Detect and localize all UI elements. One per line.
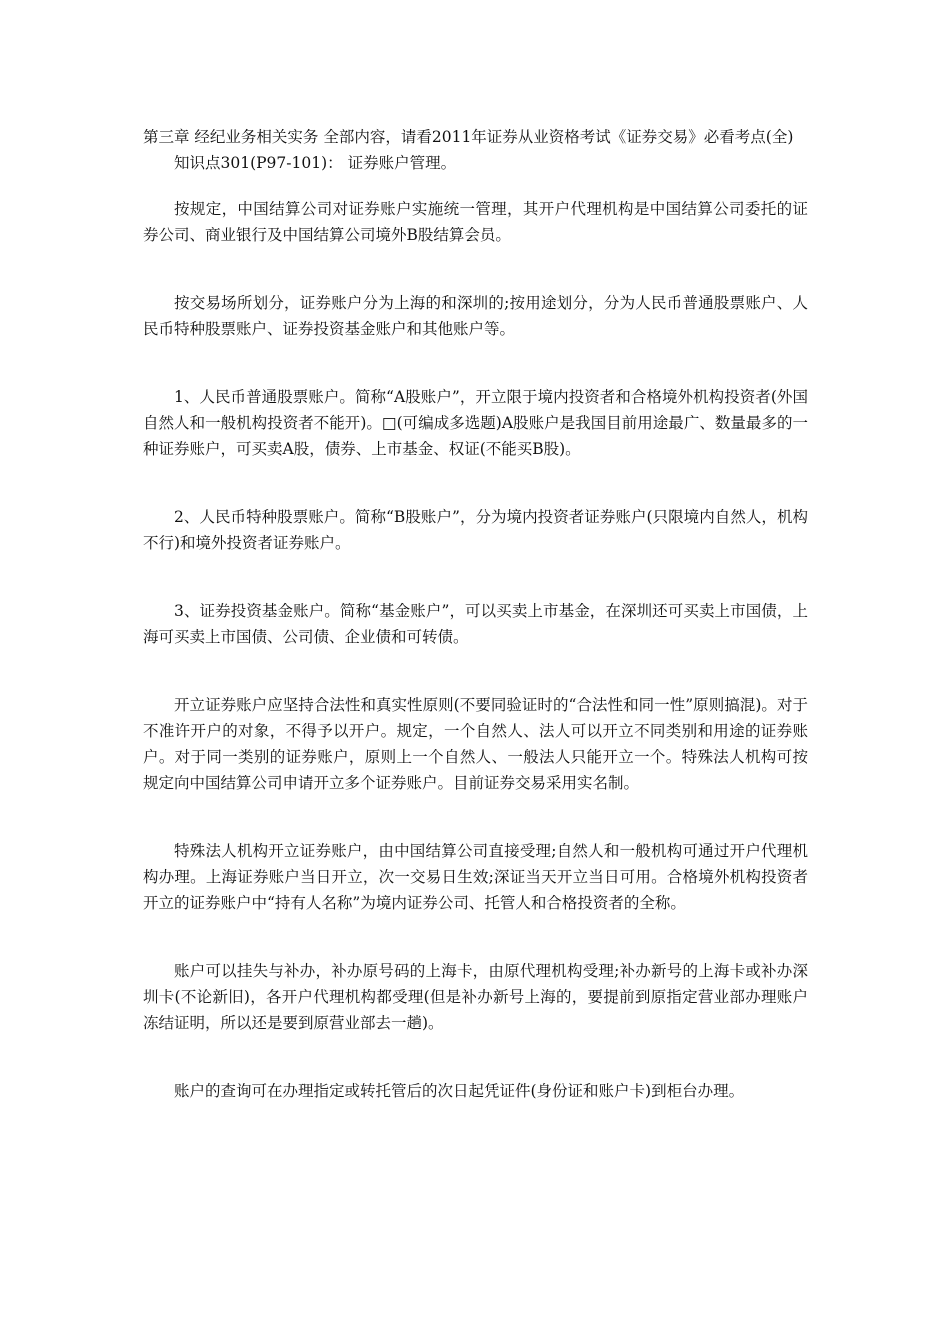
spacer	[143, 342, 808, 384]
paragraph-account-inquiry: 账户的查询可在办理指定或转托管后的次日起凭证件(身份证和账户卡)到柜台办理。	[174, 1082, 745, 1100]
paragraph-special-legal-entity: 特殊法人机构开立证券账户，由中国结算公司直接受理;自然人和一般机构可通过开户代理机构办理。上海证券账户当日开立，次一交易日生效;深证当天开立当日可用。合格境外机构投资者开立的证券账户中“持有人名称”为境内证券公司、托管人和合格投资者的全称。	[143, 842, 808, 912]
chapter-heading: 第三章 经纪业务相关实务 全部内容，请看2011年证券从业资格考试《证券交易》必看考点(全)	[143, 128, 794, 146]
paragraph-account-classification: 按交易场所划分，证券账户分为上海的和深圳的;按用途划分，分为人民币普通股票账户、人民币特种股票账户、证券投资基金账户和其他账户等。	[143, 294, 808, 338]
spacer	[143, 916, 808, 958]
spacer	[143, 796, 808, 838]
spacer	[143, 1036, 808, 1078]
paragraph-account-management: 按规定，中国结算公司对证券账户实施统一管理，其开户代理机构是中国结算公司委托的证券公司、商业银行及中国结算公司境外B股结算会员。	[143, 200, 808, 244]
spacer	[143, 176, 808, 196]
paragraph-fund-account: 3、证券投资基金账户。简称“基金账户”，可以买卖上市基金，在深圳还可买卖上市国债，上海可买卖上市国债、公司债、企业债和可转债。	[143, 602, 808, 646]
knowledge-point: 知识点301(P97-101)： 证券账户管理。	[174, 154, 457, 172]
spacer	[143, 650, 808, 692]
paragraph-account-opening-principles: 开立证券账户应坚持合法性和真实性原则(不要同验证时的“合法性和同一性”原则搞混)。对于不准许开户的对象，不得予以开户。规定，一个自然人、法人可以开立不同类别和用途的证券账户。对于同一类别的证券账户，原则上一个自然人、一般法人只能开立一个。特殊法人机构可按规定向中国结算公司申请开立多个证券账户。目前证券交易采用实名制。	[143, 696, 808, 792]
paragraph-b-share-account: 2、人民币特种股票账户。简称“B股账户”，分为境内投资者证券账户(只限境内自然人，机构不行)和境外投资者证券账户。	[143, 508, 808, 552]
paragraph-loss-and-reissue: 账户可以挂失与补办，补办原号码的上海卡，由原代理机构受理;补办新号的上海卡或补办深圳卡(不论新旧)，各开户代理机构都受理(但是补办新号上海的，要提前到原指定营业部办理账户冻结证明，所以还是要到原营业部去一趟)。	[143, 962, 808, 1032]
paragraph-a-share-account: 1、人民币普通股票账户。简称“A股账户”，开立限于境内投资者和合格境外机构投资者(外国自然人和一般机构投资者不能开)。□(可编成多选题)A股账户是我国目前用途最广、数量最多的一种证券账户，可买卖A股，债券、上市基金、权证(不能买B股)。	[143, 388, 808, 458]
document-page	[143, 124, 808, 1104]
spacer	[143, 556, 808, 598]
spacer	[143, 462, 808, 504]
spacer	[143, 248, 808, 290]
